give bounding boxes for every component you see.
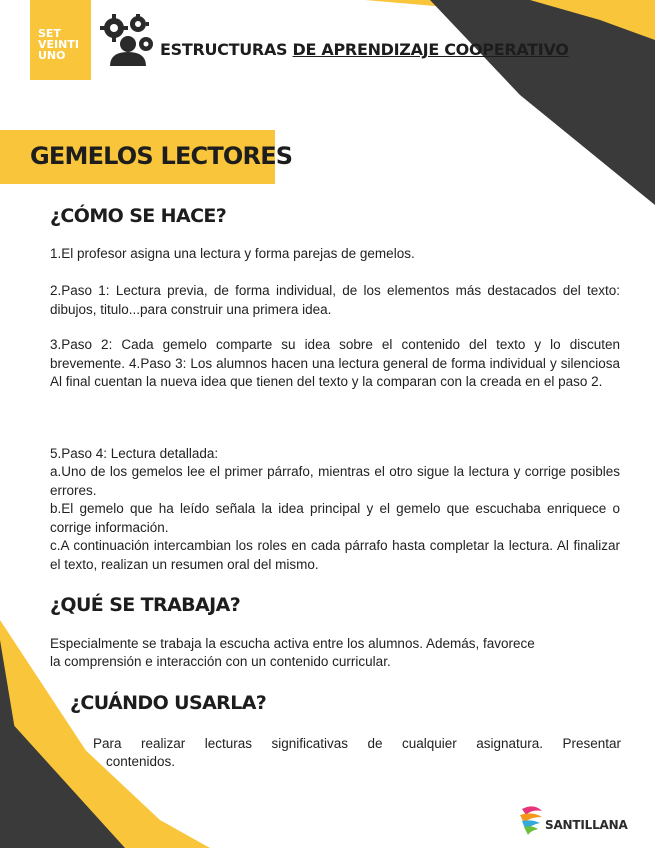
logo-line-1: SET xyxy=(38,27,61,40)
logo-text xyxy=(38,28,79,61)
logo-line-2: VEINTI xyxy=(38,38,79,51)
header-title xyxy=(160,40,569,59)
heading-que: ¿QUÉ SE TRABAJA? xyxy=(50,594,241,616)
como-step-5-title: 5.Paso 4: Lectura detallada: xyxy=(50,446,219,461)
que-line-1: Especialmente se trabaja la escucha activa entre los alumnos. Además, favorece xyxy=(50,636,535,651)
como-step-5b: b.El gemelo que ha leído señala la idea principal y el gemelo que escuchaba enriquece o corrige información. xyxy=(50,501,620,535)
header-title-plain: ESTRUCTURAS xyxy=(160,40,293,59)
como-step-1: 1.El profesor asigna una lectura y forma parejas de gemelos. xyxy=(50,246,415,261)
header-title-underlined: DE APRENDIZAJE COOPERATIVO xyxy=(292,40,569,59)
gears-people-icon xyxy=(100,14,156,66)
page-title: GEMELOS LECTORES xyxy=(30,142,293,170)
como-step-3: 3.Paso 2: Cada gemelo comparte su idea sobre el contenido del texto y lo discuten brevemente. 4.Paso 3: Los alumnos hacen una lectura general de forma individual y silenciosa Al final cuentan la nueva idea que tienen del texto y la comparan con la creada en el paso 2. xyxy=(50,337,620,389)
cuando-line-2: contenidos. xyxy=(106,754,176,769)
heading-como: ¿CÓMO SE HACE? xyxy=(50,205,227,227)
como-step-5c: c.A continuación intercambian los roles en cada párrafo hasta completar la lectura. Al finalizar el texto, realizan un resumen oral del mismo. xyxy=(50,538,620,572)
que-line-2: la comprensión e interacción con un contenido curricular. xyxy=(50,654,391,669)
heading-cuando: ¿CUÁNDO USARLA? xyxy=(70,692,267,714)
setveintiuno-logo xyxy=(30,0,91,80)
cuando-line-1: Para realizar lecturas significativas de cualquier asignatura. Presentar xyxy=(93,736,621,751)
como-step-2: 2.Paso 1: Lectura previa, de forma individual, de los elementos más destacados del texto: dibujos, titulo...para construir una primera idea. xyxy=(50,283,620,317)
como-step-5a: a.Uno de los gemelos lee el primer párrafo, mientras el otro sigue la lectura y corrige posibles errores. xyxy=(50,464,620,498)
santillana-logo-icon xyxy=(518,805,546,835)
publisher-name: SANTILLANA xyxy=(545,818,628,832)
logo-line-3: UNO xyxy=(38,49,66,62)
